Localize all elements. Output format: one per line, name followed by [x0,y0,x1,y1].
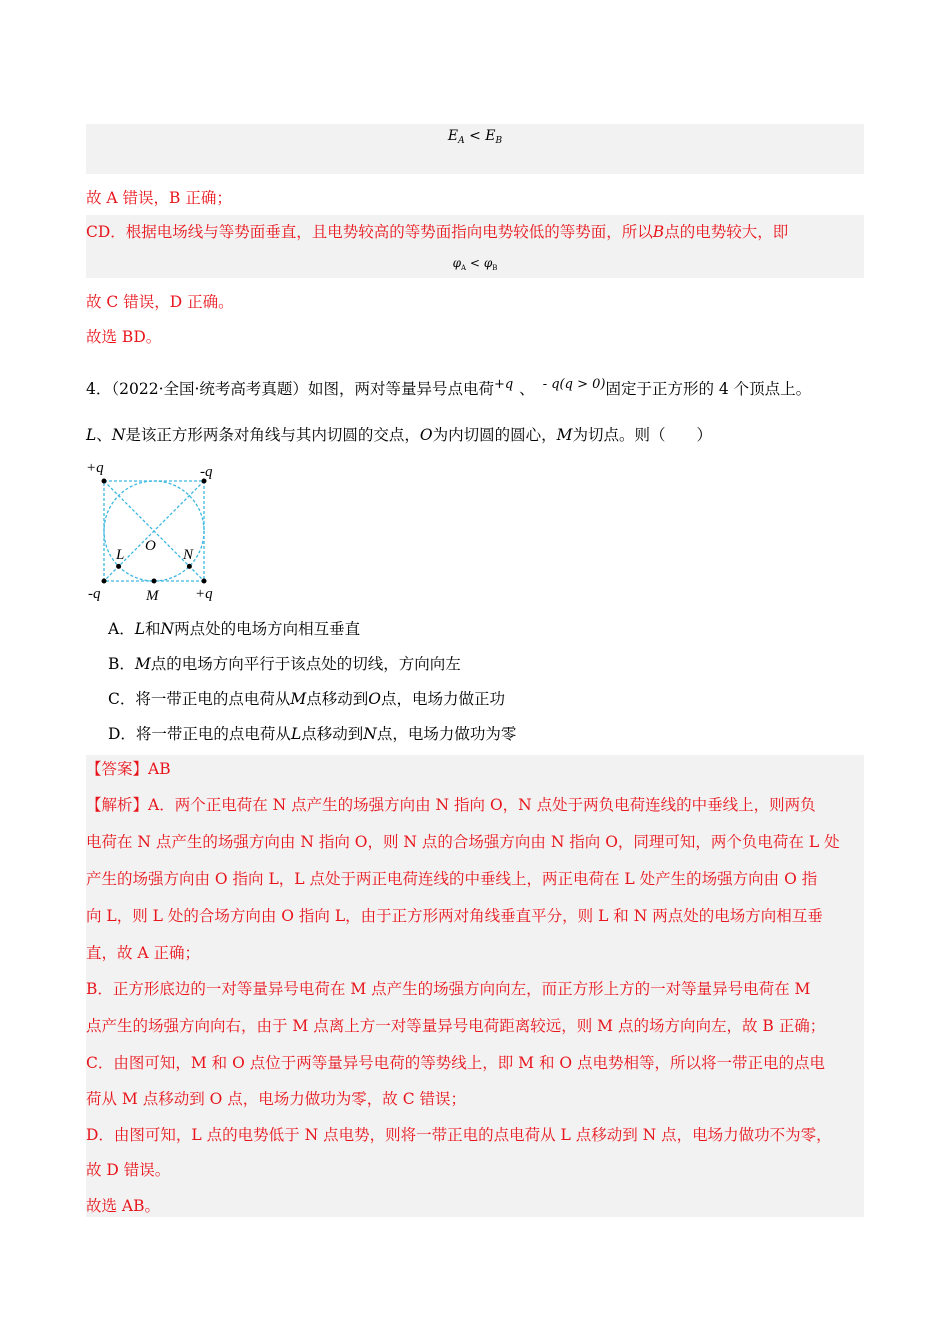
charge-dot-br [202,579,207,584]
square-charges-figure [84,456,234,606]
option-c-prefix: C．将一带正电的点电荷从 [108,690,291,708]
option-b-var1: M [134,655,151,673]
stem-var-M: M [556,426,573,444]
option-a-var2: N [160,620,175,638]
formula-phi-op: < [469,256,480,270]
formula-phi-a-sub: A [461,264,467,272]
option-d-text1: 点移动到 [301,725,364,743]
formula-E-a: E [447,128,459,144]
question-stem-part1: 如图，两对等量异号点电荷 [307,380,494,398]
option-d-var1: L [290,725,302,743]
question-number: 4． [86,380,112,398]
option-c-text1: 点移动到 [306,690,369,708]
label-br-charge: +q [195,586,213,602]
option-a-prefix: A． [108,620,135,638]
point-L-dot [116,564,121,569]
point-M-dot [152,579,157,584]
formula-E-compare [86,128,864,146]
label-tr-charge: -q [200,464,213,480]
option-d-var2: N [363,725,377,743]
prev-line-c: 故 C 错误，D 正确。 [86,293,234,311]
prev-line-cd-part1: CD．根据电场线与等势面垂直，且电势较高的等势面指向电势较低的等势面，所以 [86,223,653,241]
option-a [108,619,360,639]
analysis-line: B．正方形底边的一对等量异号电荷在 M 点产生的场强方向向左，而正方形上方的一对等量异号电荷在 M [86,980,811,998]
analysis-line: 点产生的场强方向向右，由于 M 点离上方一对等量异号电荷距离较远，则 M 点的场方向向左，故 B 正确； [86,1017,826,1035]
analysis-line: C．由图可知，M 和 O 点位于两等量异号电荷的等势线上，即 M 和 O 点电势相等，所以将一带正电的点电 [86,1054,826,1072]
option-a-text1: 和 [145,620,161,638]
option-b-text1: 点的电场方向平行于该点处的切线，方向向左 [150,655,461,673]
option-c-text2: 点，电场力做正功 [380,690,505,708]
label-N: N [183,547,194,563]
point-N-dot [187,564,192,569]
stem-text-3: 为内切圆的圆心， [432,426,557,444]
analysis-line: 荷从 M 点移动到 O 点，电场力做功为零，故 C 错误； [86,1090,467,1108]
stem-text-1: 、 [96,426,112,444]
formula-phi-b-sub: B [492,264,498,272]
option-a-var1: L [134,620,145,638]
formula-E-a-sub: A [458,136,465,146]
charge-negative: - q [542,377,560,392]
option-c-var2: O [368,690,381,708]
option-d-text2: 点，电场力做功为零 [376,725,517,743]
option-b [108,654,461,674]
label-M: M [146,588,159,604]
prev-line-ab: 故 A 错误，B 正确； [86,189,232,207]
option-a-text2: 两点处的电场方向相互垂直 [174,620,361,638]
label-O: O [145,538,156,554]
prev-line-choose: 故选 BD。 [86,328,162,346]
formula-E-op: < [469,128,481,144]
analysis-line: 电荷在 N 点产生的场强方向由 N 指向 O，则 N 点的合场强方向由 N 指向 O，同理可知，两个负电荷在 L 处 [86,833,840,851]
formula-phi-b: φ [483,256,493,270]
stem-var-O: O [419,426,433,444]
option-c [108,689,505,709]
analysis-line: 【解析】A．两个正电荷在 N 点产生的场强方向由 N 指向 O，N 点处于两负电荷连线的中垂线上，则两负 [86,796,816,814]
label-L: L [116,547,125,563]
stem-var-N: N [111,426,126,444]
charge-dot-tl [102,479,107,484]
formula-phi-compare [86,256,864,272]
charge-condition: (q > 0) [559,377,606,392]
charge-dot-bl [102,579,107,584]
answer-label: 【答案】AB [86,760,171,778]
formula-phi-a: φ [452,256,462,270]
label-tl-charge: +q [86,460,104,476]
prev-line-cd-part2: 点的电势较大，即 [664,223,789,241]
question-stem-sep: 、 [519,380,535,398]
question-stem-line1 [86,375,811,399]
analysis-line: 产生的场强方向由 O 指向 L，L 点处于两正电荷连线的中垂线上，两正电荷在 L 处产生的场强方向由 O 指 [86,870,818,888]
analysis-line: 故选 AB。 [86,1197,161,1215]
analysis-line: D．由图可知，L 点的电势低于 N 点电势，则将一带正电的点电荷从 L 点移动到 N 点，电场力做功不为零， [86,1126,832,1144]
formula-E-b: E [485,128,496,144]
option-d [108,724,516,744]
question-source: （2022·全国·统考高考真题） [111,380,308,398]
option-c-var1: M [290,690,307,708]
formula-E-b-sub: B [495,136,503,146]
option-b-prefix: B． [108,655,135,673]
stem-text-4: 为切点。则（ ） [572,426,713,444]
option-d-prefix: D．将一带正电的点电荷从 [108,725,291,743]
analysis-line: 直，故 A 正确； [86,944,201,962]
label-bl-charge: -q [88,586,101,602]
prev-line-cd-var: B [652,223,665,241]
charge-positive: +q [493,377,514,392]
prev-line-cd [86,222,788,242]
question-stem-line2 [86,425,712,445]
stem-var-L: L [86,426,97,444]
question-stem-part2: 固定于正方形的 4 个顶点上。 [605,380,812,398]
analysis-line: 向 L，则 L 处的合场方向由 O 指向 L，由于正方形两对角线垂直平分，则 L 和 N 两点处的电场方向相互垂 [86,907,823,925]
analysis-line: 故 D 错误。 [86,1161,171,1179]
stem-text-2: 是该正方形两条对角线与其内切圆的交点， [125,426,420,444]
